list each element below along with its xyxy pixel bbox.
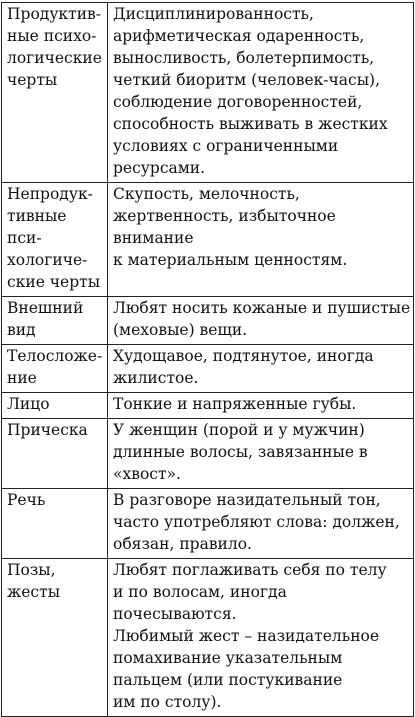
trait-value-cell xyxy=(108,419,414,489)
trait-label: Продуктив- ные психо- логические черты xyxy=(7,5,102,89)
trait-label-cell xyxy=(2,3,108,183)
trait-label: Непродук- тивные пси- хологиче- ские черты xyxy=(7,185,101,291)
trait-label: Позы, жесты xyxy=(7,561,61,601)
trait-label-cell xyxy=(2,183,108,297)
trait-description: Дисциплинированность, арифметическая одаренность, выносливость, болетерпимость, четкий биоритм (человек-часы), соблюдение договоренностей, способность выживать в жестких условиях с ограниченными ресурсами. xyxy=(113,5,388,177)
trait-description: Скупость, мелочность, жертвенность, избыточное внимание к материальным ценностям. xyxy=(113,185,348,269)
trait-label-cell xyxy=(2,345,108,393)
table-row xyxy=(2,297,414,345)
trait-label-cell xyxy=(2,297,108,345)
trait-label: Внешний вид xyxy=(7,299,84,339)
trait-value-cell xyxy=(108,297,414,345)
trait-value-cell xyxy=(108,489,414,559)
trait-description: Любят носить кожаные и пушистые (меховые) вещи. xyxy=(113,299,411,339)
trait-label-cell xyxy=(2,559,108,717)
trait-label-cell xyxy=(2,393,108,419)
trait-label-cell xyxy=(2,419,108,489)
table-row xyxy=(2,559,414,717)
trait-label: Речь xyxy=(7,491,46,509)
traits-table xyxy=(1,2,414,717)
table-row xyxy=(2,393,414,419)
table-row xyxy=(2,419,414,489)
trait-value-cell xyxy=(108,393,414,419)
trait-label-cell xyxy=(2,489,108,559)
trait-description: В разговоре назидательный тон, часто употребляют слова: должен, обязан, правило. xyxy=(113,491,400,553)
trait-value-cell xyxy=(108,3,414,183)
trait-description: Тонкие и напряженные губы. xyxy=(113,395,357,413)
table-row xyxy=(2,489,414,559)
table-row xyxy=(2,3,414,183)
table-row xyxy=(2,345,414,393)
table-row xyxy=(2,183,414,297)
trait-label: Лицо xyxy=(7,395,50,413)
trait-description: Худощавое, подтянутое, иногда жилистое. xyxy=(113,347,374,387)
trait-label: Телосложе- ние xyxy=(7,347,103,387)
trait-label: Прическа xyxy=(7,421,88,439)
trait-value-cell xyxy=(108,559,414,717)
trait-value-cell xyxy=(108,345,414,393)
trait-value-cell xyxy=(108,183,414,297)
trait-description: Любят поглаживать себя по телу и по волосам, иногда почесываются. Любимый жест – назидательное помахивание указательным пальцем (или постукивание им по столу). xyxy=(113,561,387,711)
trait-description: У женщин (порой и у мужчин) длинные волосы, завязанные в «хвост». xyxy=(113,421,368,483)
